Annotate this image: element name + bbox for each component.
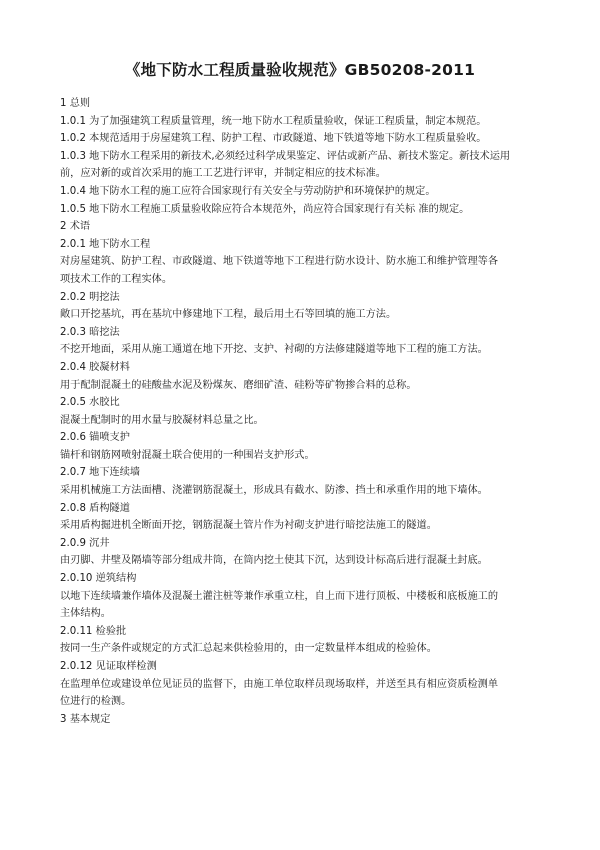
clause-1-0-5: 1.0.5 地下防水工程施工质量验收除应符合本规范外，尚应符合国家现行有关标 准的规定。 bbox=[60, 203, 470, 215]
term-heading-2-0-9: 2.0.9 沉井 bbox=[60, 537, 110, 549]
term-heading-2-0-7: 2.0.7 地下连续墙 bbox=[60, 467, 141, 479]
term-definition-2-0-12: 在监理单位或建设单位见证员的监督下，由施工单位取样员现场取样，并送至具有相应资质检测单 bbox=[60, 678, 499, 690]
term-definition-2-0-10-continued: 主体结构。 bbox=[60, 608, 111, 620]
term-definition-2-0-12-continued: 位进行的检测。 bbox=[60, 696, 132, 708]
term-definition-2-0-10: 以地下连续墙兼作墙体及混凝土灌注桩等兼作承重立柱，自上而下进行顶板、中楼板和底板施工的 bbox=[60, 590, 499, 602]
term-definition-2-0-5: 混凝土配制时的用水量与胶凝材料总量之比。 bbox=[60, 414, 264, 426]
term-heading-2-0-6: 2.0.6 锚喷支护 bbox=[60, 432, 130, 444]
clause-1-0-3: 1.0.3 地下防水工程采用的新技术,必须经过科学成果鉴定、评估或新产品、新技术鉴定。新技术运用 bbox=[60, 150, 511, 162]
clause-1-0-1: 1.0.1 为了加强建筑工程质量管理，统一地下防水工程质量验收，保证工程质量，制定本规范。 bbox=[60, 115, 487, 127]
term-heading-2-0-5: 2.0.5 水胶比 bbox=[60, 397, 120, 409]
term-definition-2-0-1: 对房屋建筑、防护工程、市政隧道、地下铁道等地下工程进行防水设计、防水施工和维护管理等各 bbox=[60, 256, 499, 268]
term-definition-2-0-8: 采用盾构掘进机全断面开挖，钢筋混凝土管片作为衬砌支护进行暗挖法施工的隧道。 bbox=[60, 520, 437, 532]
term-heading-2-0-3: 2.0.3 暗挖法 bbox=[60, 326, 120, 338]
term-definition-2-0-11: 按同一生产条件或规定的方式汇总起来供检验用的，由一定数量样本组成的检验体。 bbox=[60, 643, 437, 655]
term-definition-2-0-6: 锚杆和钢筋网喷射混凝土联合使用的一种围岩支护形式。 bbox=[60, 449, 315, 461]
term-definition-2-0-9: 由刃脚、井壁及隔墙等部分组成井筒，在筒内挖土使其下沉，达到设计标高后进行混凝土封底。 bbox=[60, 555, 488, 567]
section-heading-general: 1 总则 bbox=[60, 98, 91, 109]
clause-1-0-4: 1.0.4 地下防水工程的施工应符合国家现行有关安全与劳动防护和环境保护的规定。 bbox=[60, 185, 436, 197]
term-definition-2-0-7: 采用机械施工方法面槽、浇灌钢筋混凝土，形成具有截水、防渗、挡土和承重作用的地下墙体。 bbox=[60, 485, 488, 497]
term-heading-2-0-8: 2.0.8 盾构隧道 bbox=[60, 502, 130, 514]
section-heading-basic-provisions: 3 基本规定 bbox=[60, 713, 111, 725]
term-definition-2-0-2: 敞口开挖基坑，再在基坑中修建地下工程，最后用土石等回填的施工方法。 bbox=[60, 309, 397, 321]
term-heading-2-0-12: 2.0.12 见证取样检测 bbox=[60, 661, 157, 672]
clause-1-0-3-continued: 前，应对新的或首次采用的施工工艺进行评审，并制定相应的技术标准。 bbox=[60, 168, 386, 180]
term-definition-2-0-1-continued: 项技术工作的工程实体。 bbox=[60, 273, 173, 285]
clause-1-0-2: 1.0.2 本规范适用于房屋建筑工程、防护工程、市政隧道、地下铁道等地下防水工程质量验收。 bbox=[60, 133, 487, 145]
term-heading-2-0-1: 2.0.1 地下防水工程 bbox=[60, 238, 151, 250]
term-definition-2-0-4: 用于配制混凝土的硅酸盐水泥及粉煤灰、磨细矿渣、硅粉等矿物掺合料的总称。 bbox=[60, 379, 417, 391]
term-heading-2-0-11: 2.0.11 检验批 bbox=[60, 625, 127, 637]
term-definition-2-0-3: 不挖开地面，采用从施工通道在地下开挖、支护、衬砌的方法修建隧道等地下工程的施工方法。 bbox=[60, 344, 488, 356]
term-heading-2-0-2: 2.0.2 明挖法 bbox=[60, 291, 120, 303]
section-heading-terms: 2 术语 bbox=[60, 221, 91, 233]
term-heading-2-0-4: 2.0.4 胶凝材料 bbox=[60, 361, 130, 373]
document-title: 《地下防水工程质量验收规范》GB50208-2011 bbox=[124, 61, 476, 79]
term-heading-2-0-10: 2.0.10 逆筑结构 bbox=[60, 573, 137, 585]
document-body bbox=[60, 95, 548, 728]
